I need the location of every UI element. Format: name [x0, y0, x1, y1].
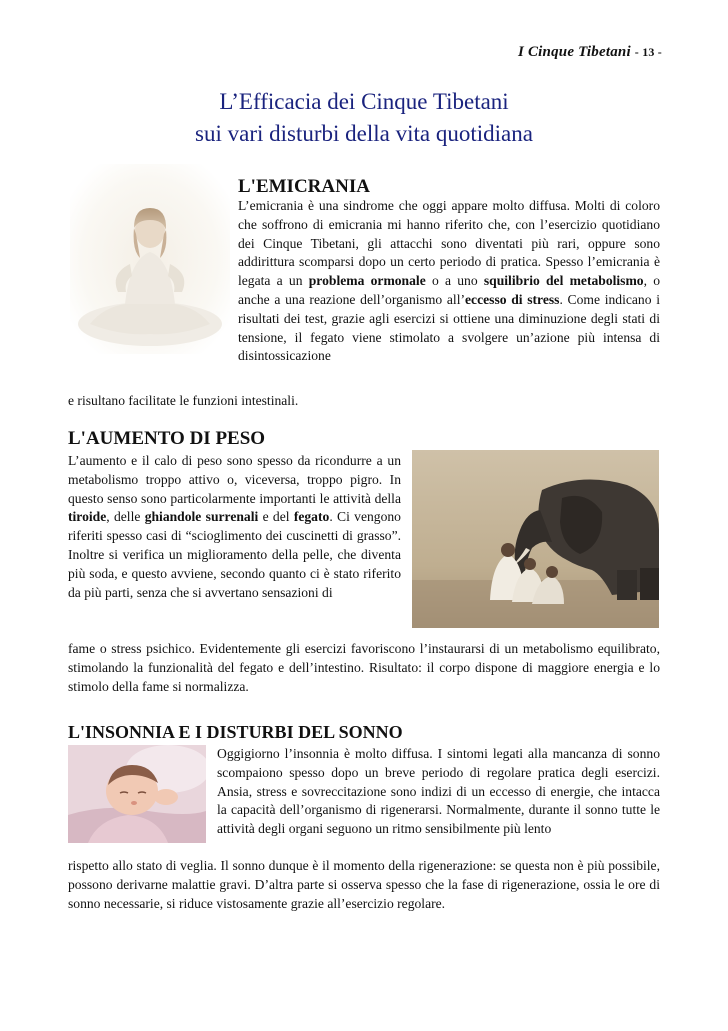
- running-title: I Cinque Tibetani: [517, 44, 631, 60]
- section-body-insonnia: Oggigiorno l’insonnia è molto diffusa. I sintomi legati alla mancanza di sonno scompaiono spesso dopo un breve periodo di regolare pratica degli esercizi. Ansia, stress e sovreccitazione sono indizi di un eccesso di energie, che intacca la capacità dell’organismo di rigenerarsi. Normalmente, durante il sonno tutte le attività degli organi seguono un ritmo sensibilmente più lento: [217, 746, 660, 837]
- running-header: [518, 44, 662, 61]
- paragraph: L’emicrania è una sindrome che oggi appare molto diffusa. Molti di coloro che soffrono di emicrania mi hanno riferito che, con l’esercizio quotidiano dei Cinque Tibetani, gli attacchi sono diventati più rari, oppure sono addirittura scomparsi dopo un certo periodo di pratica. Spesso l’emicrania è legata a un problema ormonale o a uno squilibrio del metabolismo, o anche a una reazione dell’organismo all’eccesso di stress. Come indicano i risultati dei test, grazie agli esercizi si ottiene una diminuzione degli stati di tensione, il fegato viene stimolato a svolgere un’azione più intensa di disintossicazione: [238, 198, 661, 364]
- section-body-emicrania-tail: e risultano facilitate le funzioni intestinali.: [68, 393, 299, 408]
- paragraph: L’aumento e il calo di peso sono spesso da ricondurre a un metabolismo troppo attivo o, viceversa, troppo pigro. In questo senso sono particolarmente importanti le attività della tiroide, delle ghiandole surrenali e del fegato. Ci vengono riferiti spesso casi di “scioglimento dei cuscinetti di grasso”. Inoltre si verifica un miglioramento della pelle, che diventa più soda, e questo avviene, secondo quanto ci è stato riferito da più parti, senza che si avvertano sensazioni di: [68, 453, 401, 600]
- page-title-line-1: L’Efficacia dei Cinque Tibetani: [219, 89, 509, 114]
- section-body-insonnia-tail: rispetto allo stato di veglia. Il sonno dunque è il momento della rigenerazione: se questa non è più possibile, possono derivarne malattie gravi. D’altra parte si osserva spesso che la fase di rigenerazione, ossia le ore di sonno necessarie, si riduce vistosamente grazie all’esercizio regolare.: [68, 858, 660, 911]
- page-title: [0, 86, 728, 150]
- page-number: - 13 -: [634, 45, 662, 59]
- section-heading-emicrania: L'EMICRANIA: [238, 176, 370, 197]
- sleeping-baby-photo: [68, 745, 206, 843]
- meditation-photo: [70, 164, 230, 354]
- page-title-line-2: sui vari disturbi della vita quotidiana: [195, 121, 533, 146]
- section-body-peso-tail: fame o stress psichico. Evidentemente gli esercizi favoriscono l’instaurarsi di un metabolismo equilibrato, stimolando la funzionalità del fegato e dell’intestino. Risultato: il corpo dispone di maggiore energia e lo stimolo della fame si normalizza.: [68, 641, 660, 694]
- section-body-emicrania: [238, 197, 660, 366]
- section-heading-insonnia: L'INSONNIA E I DISTURBI DEL SONNO: [68, 722, 403, 742]
- section-body-peso: [68, 452, 401, 602]
- elephant-photo: [412, 450, 659, 628]
- section-heading-peso: L'AUMENTO DI PESO: [68, 428, 266, 449]
